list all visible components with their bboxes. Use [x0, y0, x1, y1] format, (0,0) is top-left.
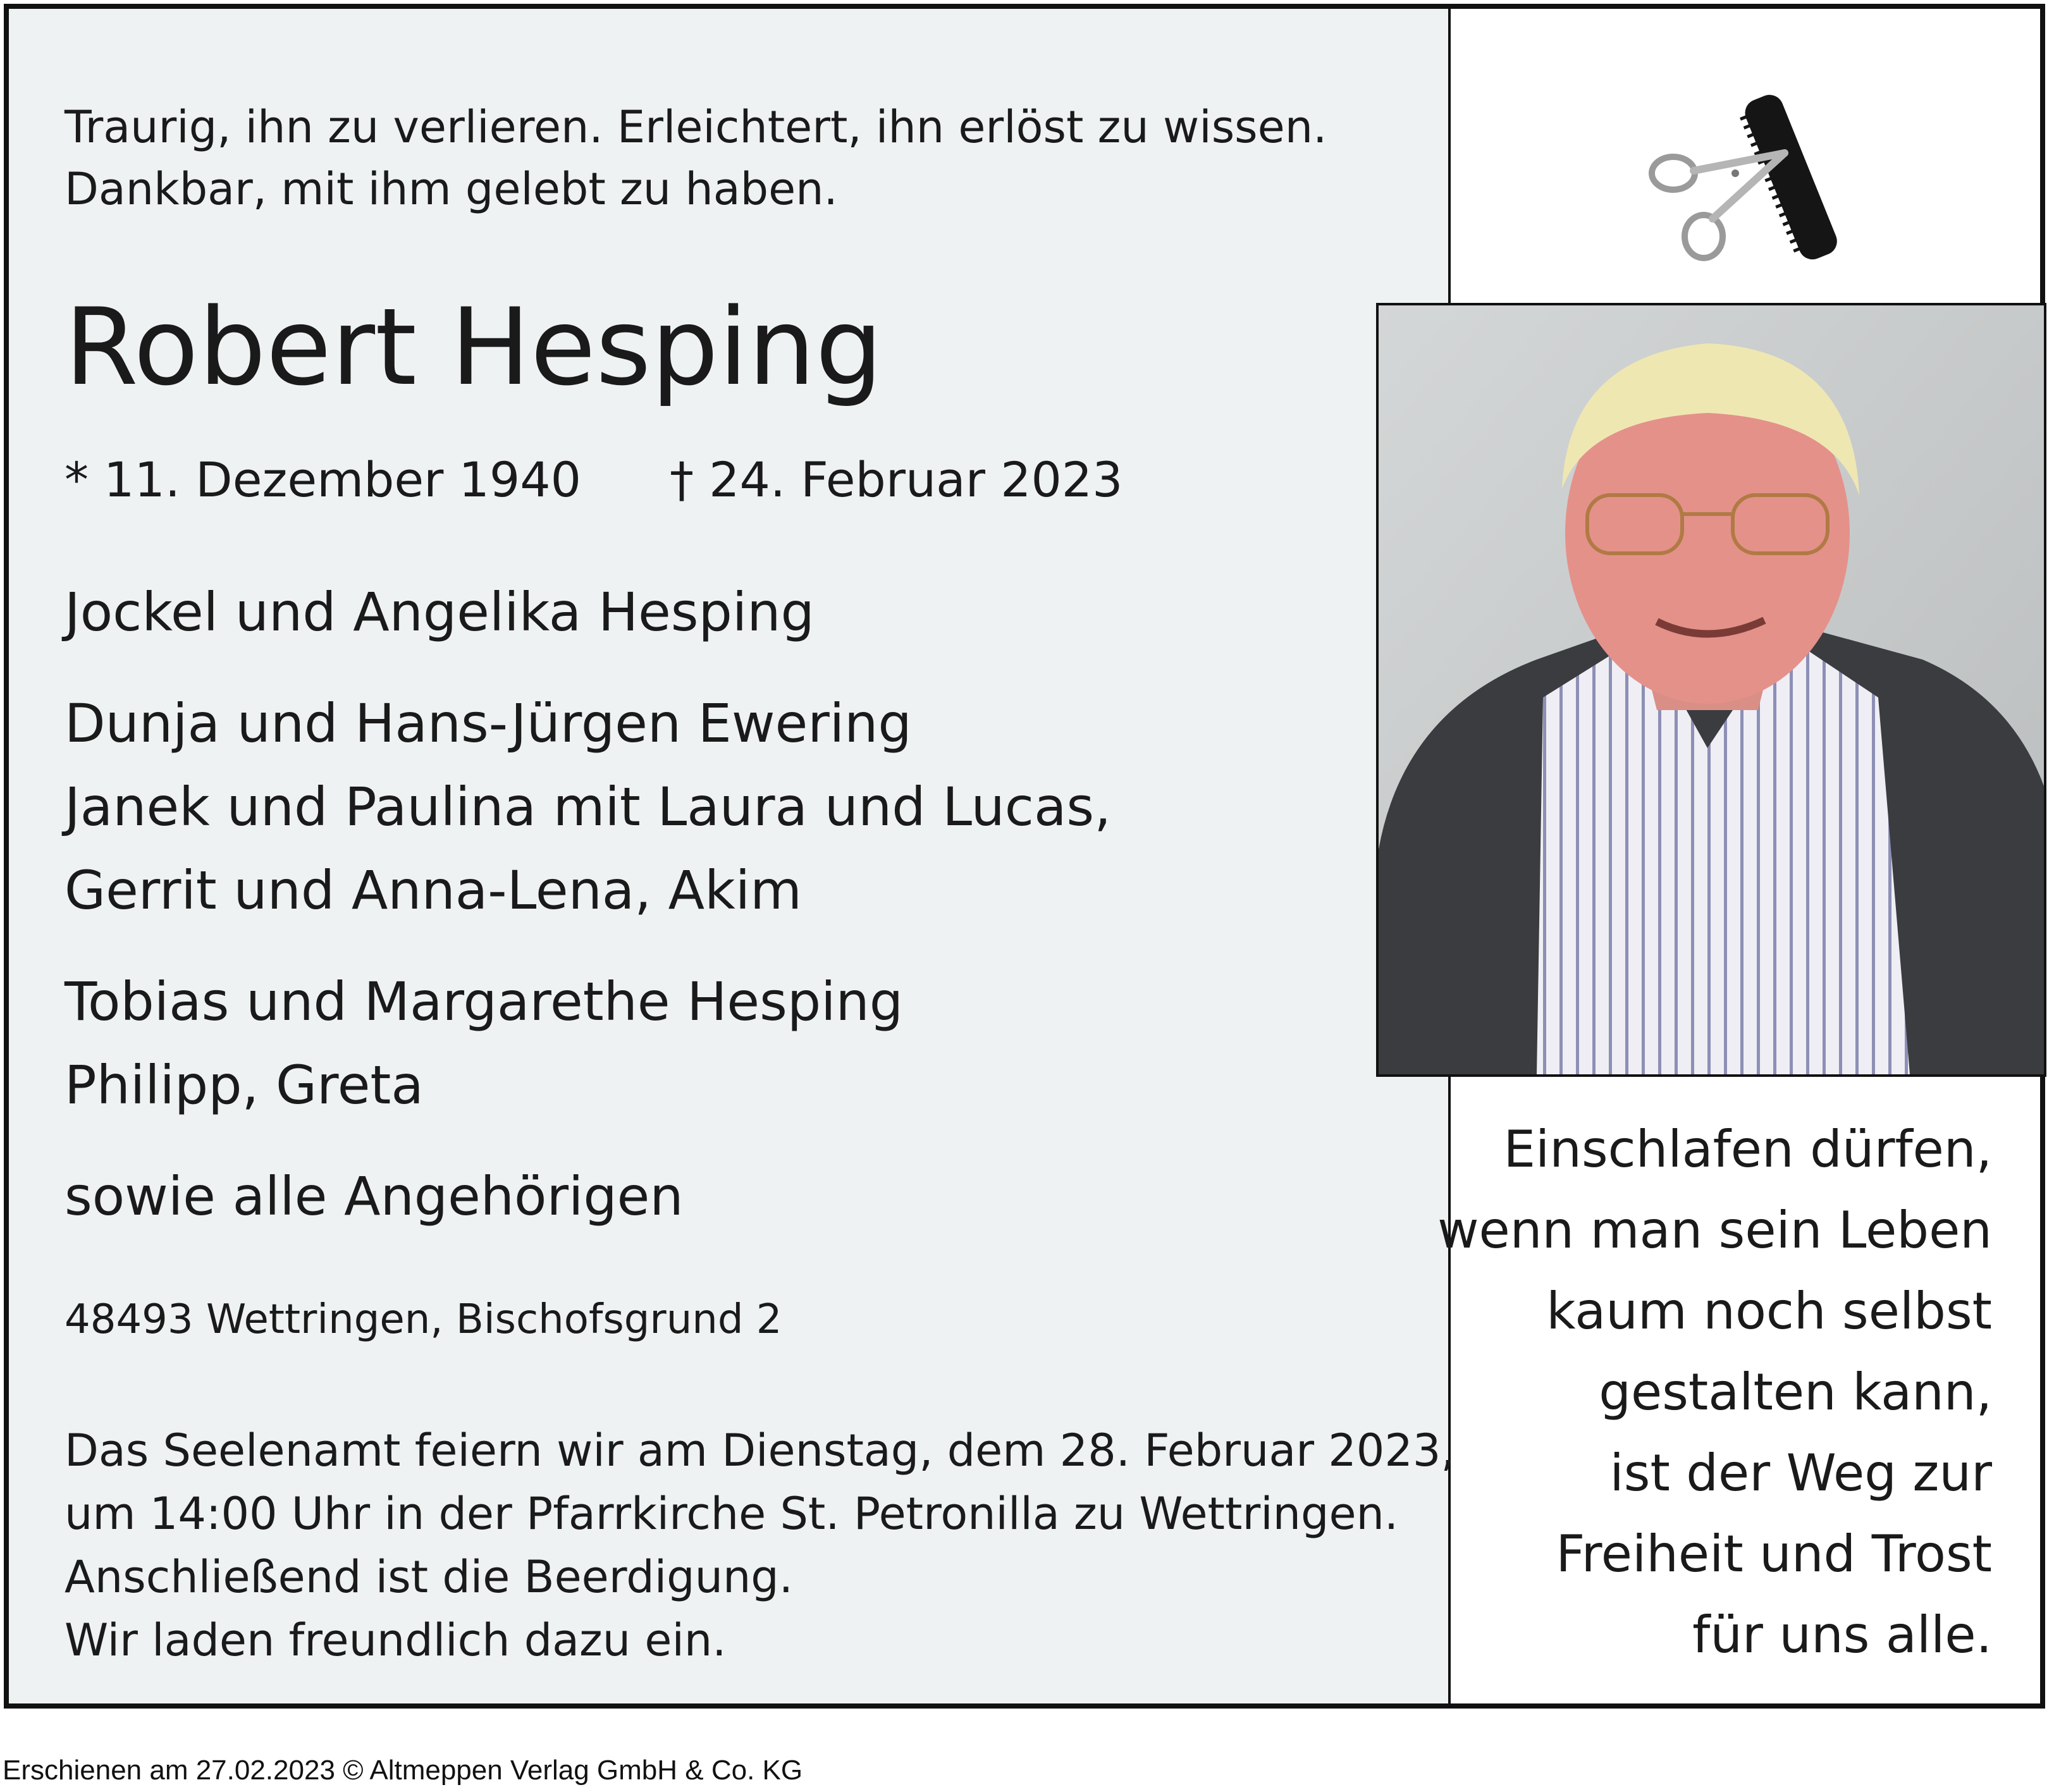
closing-quote [1437, 1109, 1992, 1676]
life-dates [65, 451, 1123, 508]
quote-line: kaum noch selbst [1546, 1282, 1992, 1341]
quote-line: Freiheit und Trost [1556, 1525, 1992, 1583]
motto-line: Dankbar, mit ihm gelebt zu haben. [65, 163, 838, 215]
motto [65, 96, 1327, 220]
address: 48493 Wettringen, Bischofsgrund 2 [65, 1296, 782, 1343]
mourner-line: Jockel und Angelika Hesping [65, 581, 815, 643]
service-line: Wir laden freundlich dazu ein. [65, 1614, 727, 1666]
service-line: Anschließend ist die Beerdigung. [65, 1551, 793, 1603]
death-date: † 24. Februar 2023 [669, 451, 1123, 508]
obituary-card [4, 4, 2045, 1709]
mourner-line: Dunja und Hans-Jürgen Ewering [65, 692, 912, 754]
mourner-line: Janek und Paulina mit Laura und Lucas, [65, 776, 1111, 838]
deceased-name: Robert Hesping [65, 285, 883, 409]
service-line: um 14:00 Uhr in der Pfarrkirche St. Petronilla zu Wettringen. [65, 1488, 1399, 1540]
mourner-line: sowie alle Angehörigen [65, 1165, 684, 1227]
publication-footer: Erschienen am 27.02.2023 © Altmeppen Verlag GmbH & Co. KG [3, 1755, 803, 1786]
quote-line: ist der Weg zur [1609, 1444, 1992, 1502]
birth-date: * 11. Dezember 1940 [65, 451, 581, 508]
text-panel [9, 9, 1455, 1703]
quote-line: wenn man sein Leben [1437, 1201, 1992, 1260]
quote-line: gestalten kann, [1599, 1363, 1992, 1421]
quote-line: für uns alle. [1692, 1605, 1992, 1664]
motto-line: Traurig, ihn zu verlieren. Erleichtert, ihn erlöst zu wissen. [65, 101, 1327, 153]
scissors-comb-icon [1634, 78, 1874, 281]
service-info [65, 1419, 1455, 1672]
quote-line: Einschlafen dürfen, [1503, 1120, 1992, 1179]
mourner-line: Tobias und Margarethe Hesping [65, 971, 904, 1033]
portrait-photo [1376, 303, 2046, 1077]
mourner-line: Gerrit und Anna-Lena, Akim [65, 859, 802, 921]
service-line: Das Seelenamt feiern wir am Dienstag, dem 28. Februar 2023, [65, 1425, 1455, 1476]
mourner-line: Philipp, Greta [65, 1054, 424, 1116]
